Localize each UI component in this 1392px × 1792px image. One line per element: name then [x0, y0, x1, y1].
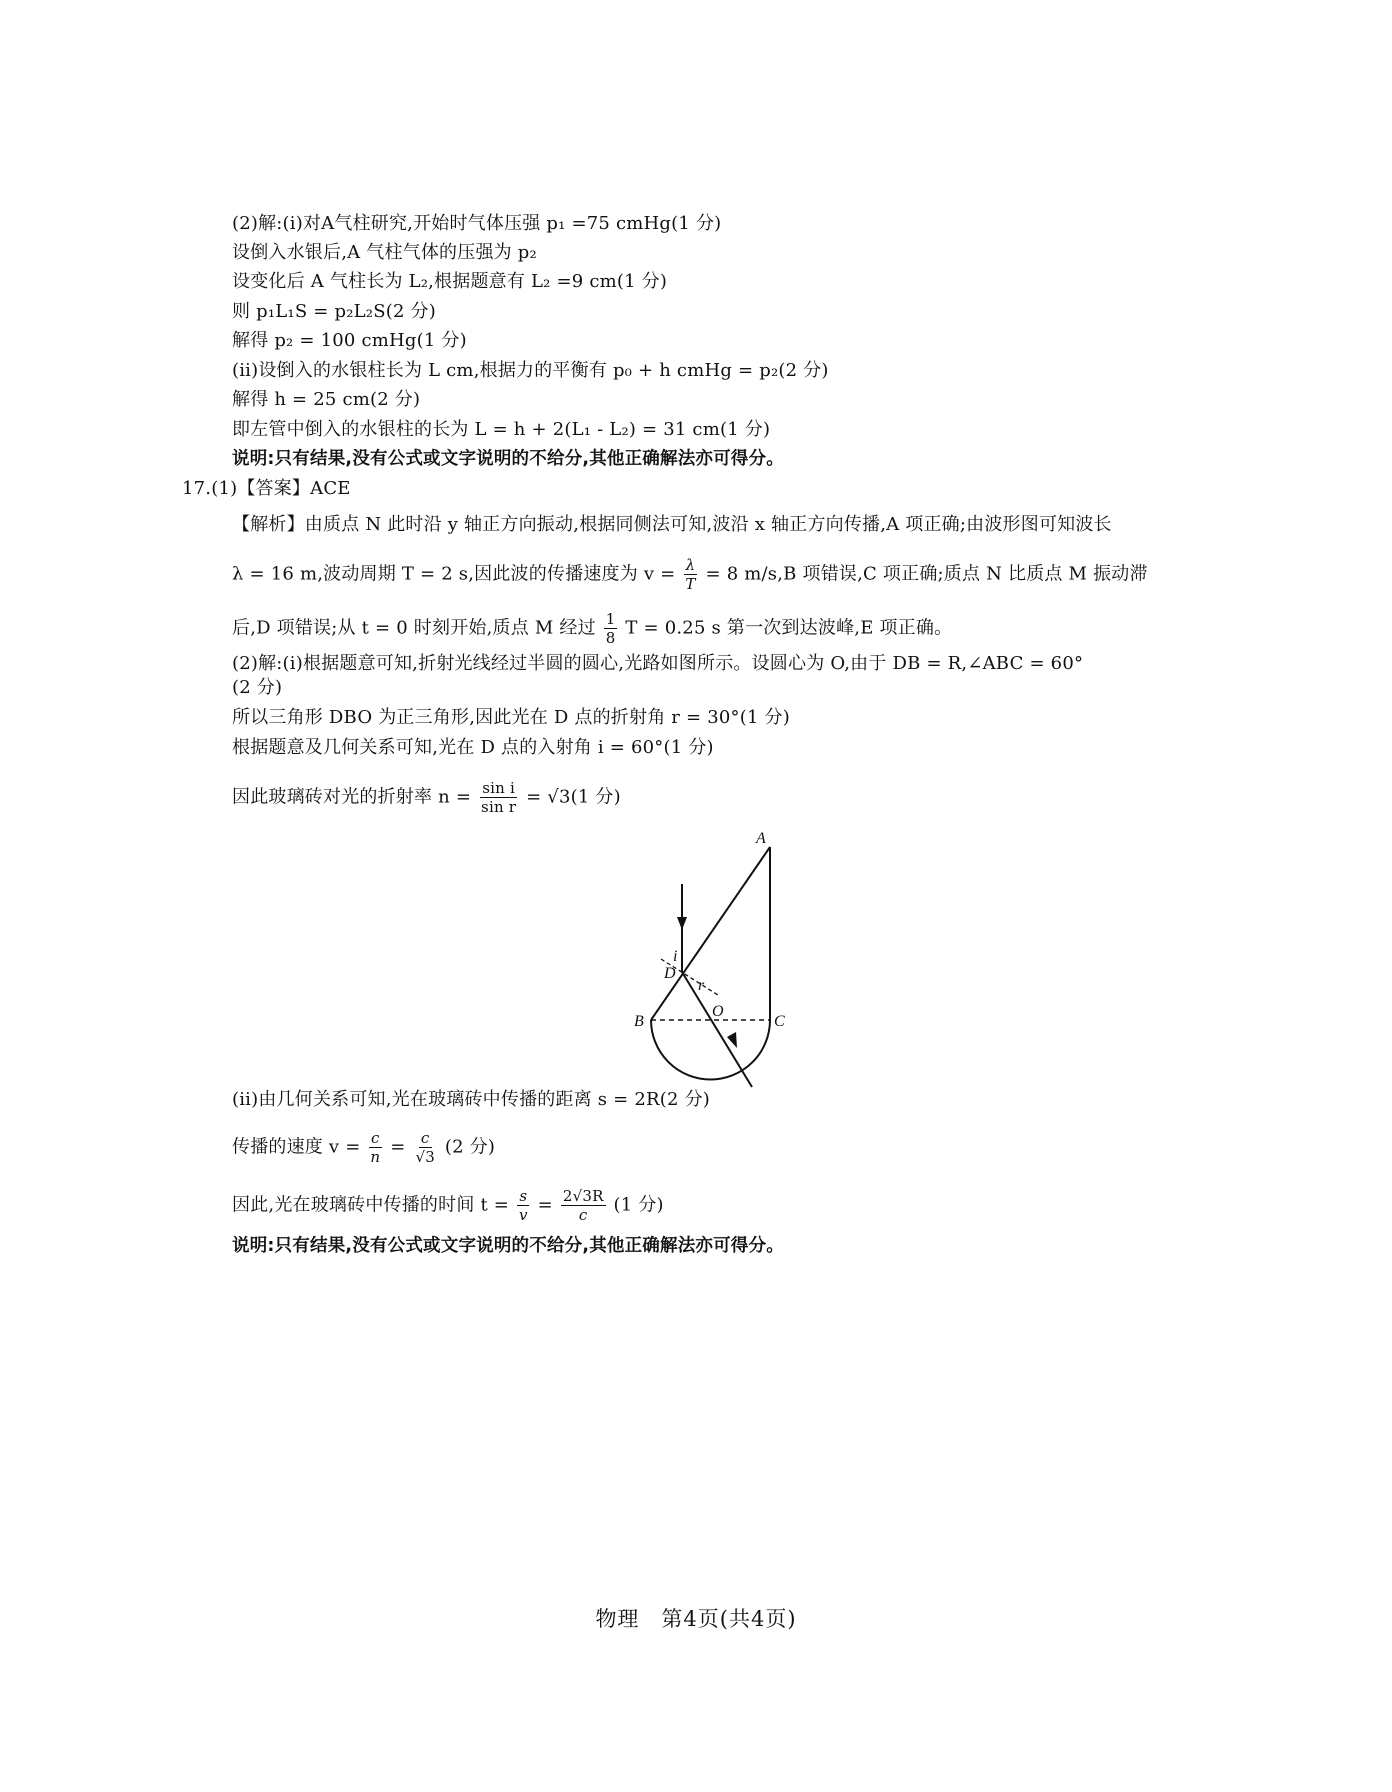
- equals-sign: =: [537, 1194, 553, 1216]
- q16-line-8: 即左管中倒入的水银柱的长为 L = h + 2(L₁ - L₂) = 31 cm(1 分): [232, 419, 771, 440]
- label-O: O: [712, 1003, 724, 1020]
- frac-denominator: sin r: [481, 798, 517, 816]
- q17-part2-line-4: 根据题意及几何关系可知,光在 D 点的入射角 i = 60°(1 分): [232, 737, 714, 758]
- incident-arrow-icon: [677, 917, 687, 930]
- speed-pre: 传播的速度 v =: [232, 1136, 361, 1158]
- q16-line-6: (ii)设倒入的水银柱长为 L cm,根据力的平衡有 p₀ + h cmHg = p₂(2 分): [232, 360, 829, 381]
- frac-denominator: 8: [605, 629, 616, 647]
- q16-line-3: 设变化后 A 气柱长为 L₂,根据题意有 L₂ =9 cm(1 分): [232, 271, 668, 292]
- analysis-3-post: T = 0.25 s 第一次到达波峰,E 项正确。: [625, 617, 953, 639]
- q16-line-2: 设倒入水银后,A 气柱气体的压强为 p₂: [232, 242, 537, 263]
- q17-part2-line-8: [232, 1187, 664, 1224]
- q17-grading-note: 说明:只有结果,没有公式或文字说明的不给分,其他正确解法亦可得分。: [232, 1236, 784, 1256]
- fraction-2root3R-over-c: [561, 1187, 606, 1224]
- frac-numerator: c: [371, 1129, 380, 1147]
- frac-denominator: √3: [415, 1148, 435, 1166]
- refraction-index-post: = √3(1 分): [526, 786, 621, 808]
- label-D: D: [664, 965, 676, 982]
- semicircle: [651, 1020, 770, 1080]
- q16-line-1: (2)解:(i)对A气柱研究,开始时气体压强 p₁ =75 cmHg(1 分): [232, 213, 722, 234]
- speed-post: (2 分): [444, 1136, 496, 1158]
- label-i: i: [673, 948, 678, 965]
- q17-part2-line-5: [232, 779, 621, 816]
- optics-diagram: [620, 825, 800, 1095]
- label-C: C: [774, 1013, 785, 1030]
- q17-analysis-line-2: [232, 556, 1148, 593]
- q17-part2-line-7: [232, 1129, 495, 1166]
- analysis-2-pre: λ = 16 m,波动周期 T = 2 s,因此波的传播速度为 v =: [232, 563, 676, 585]
- frac-denominator: c: [578, 1206, 588, 1224]
- q17-part2-line-1: (2)解:(i)根据题意可知,折射光线经过半圆的圆心,光路如图所示。设圆心为 O,由于 DB = R,∠ABC = 60°: [232, 653, 1084, 674]
- fraction-c-over-root3: [413, 1129, 437, 1166]
- label-A: A: [756, 830, 766, 847]
- frac-numerator: c: [420, 1129, 430, 1147]
- frac-numerator: λ: [685, 556, 696, 574]
- frac-denominator: n: [370, 1148, 381, 1166]
- fraction-one-eighth: [604, 610, 618, 647]
- time-post: (1 分): [613, 1194, 664, 1216]
- q17-part2-line-6: (ii)由几何关系可知,光在玻璃砖中传播的距离 s = 2R(2 分): [232, 1089, 710, 1110]
- q16-line-7: 解得 h = 25 cm(2 分): [232, 389, 421, 410]
- q17-part2-line-2: (2 分): [232, 677, 283, 698]
- fraction-c-over-n: [368, 1129, 382, 1166]
- fraction-sin-i-over-sin-r: [479, 779, 518, 816]
- q17-analysis-line-3: [232, 610, 952, 647]
- q16-line-5: 解得 p₂ = 100 cmHg(1 分): [232, 330, 467, 351]
- fraction-s-over-v: [517, 1187, 530, 1224]
- frac-numerator: s: [519, 1187, 528, 1205]
- label-B: B: [634, 1013, 644, 1030]
- refraction-index-pre: 因此玻璃砖对光的折射率 n =: [232, 786, 472, 808]
- q16-line-4: 则 p₁L₁S = p₂L₂S(2 分): [232, 301, 436, 322]
- frac-numerator: 1: [605, 610, 616, 628]
- equals-sign: =: [390, 1136, 406, 1158]
- frac-denominator: v: [519, 1206, 528, 1224]
- frac-denominator: T: [685, 575, 696, 593]
- frac-numerator: 2√3R: [562, 1187, 604, 1205]
- frac-numerator: sin i: [482, 779, 515, 797]
- q17-answer-header: 17.(1)【答案】ACE: [182, 478, 351, 499]
- edge-AB: [651, 847, 770, 1020]
- fraction-lambda-over-T: [683, 556, 697, 593]
- q17-analysis-line-1: 【解析】由质点 N 此时沿 y 轴正方向振动,根据同侧法可知,波沿 x 轴正方向传播,A 项正确;由波形图可知波长: [232, 514, 1112, 535]
- q17-part2-line-3: 所以三角形 DBO 为正三角形,因此光在 D 点的折射角 r = 30°(1 分): [232, 707, 790, 728]
- analysis-3-pre: 后,D 项错误;从 t = 0 时刻开始,质点 M 经过: [232, 617, 596, 639]
- page-footer: 物理 第4页(共4页): [595, 1607, 797, 1631]
- time-pre: 因此,光在玻璃砖中传播的时间 t =: [232, 1194, 510, 1216]
- q16-grading-note: 说明:只有结果,没有公式或文字说明的不给分,其他正确解法亦可得分。: [232, 449, 784, 469]
- analysis-2-post: = 8 m/s,B 项错误,C 项正确;质点 N 比质点 M 振动滞: [705, 563, 1148, 585]
- refracted-arrow-icon: [727, 1032, 737, 1048]
- label-r: r: [698, 977, 705, 994]
- refracted-ray: [682, 972, 752, 1087]
